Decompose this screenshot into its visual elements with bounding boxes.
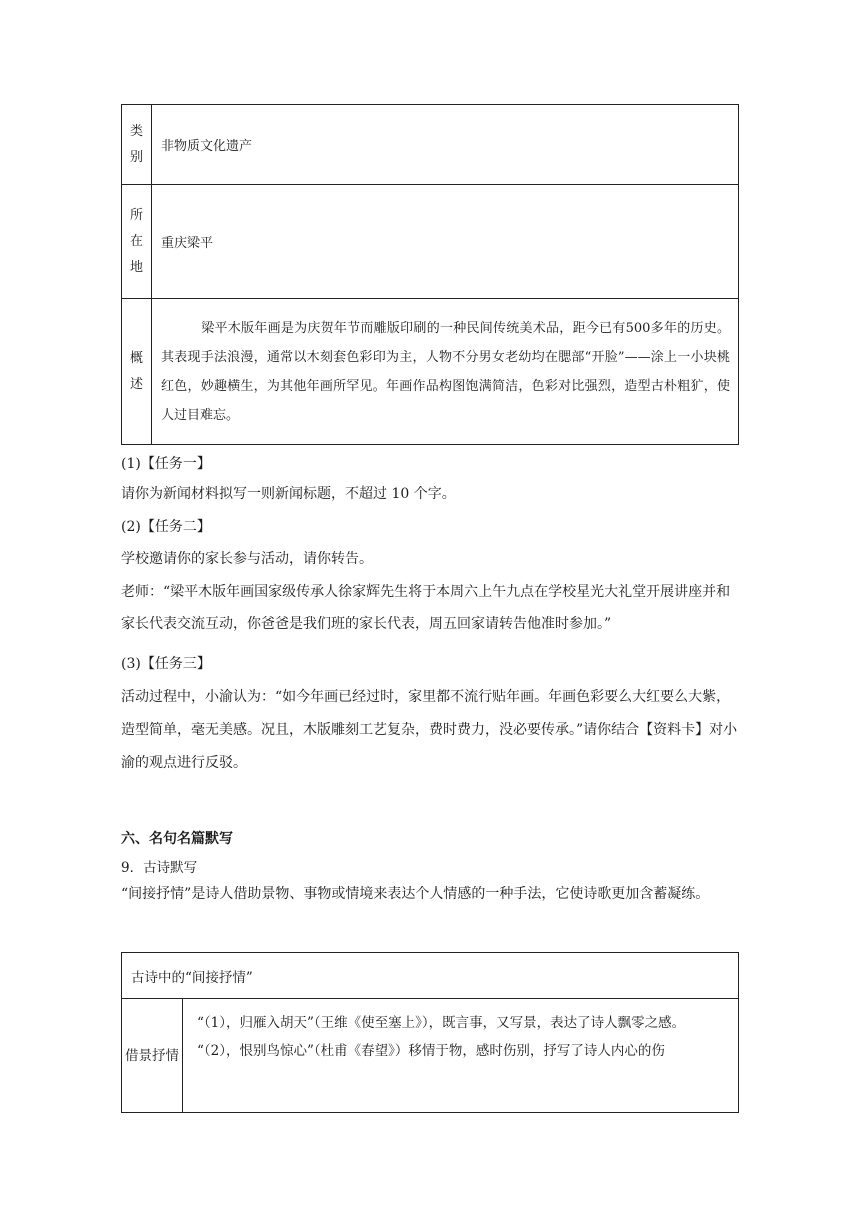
label-char: 类	[129, 123, 143, 139]
task2-body: 学校邀请你的家长参与活动，请你转告。	[121, 551, 373, 567]
poem-line-1: “（1），归雁入胡天”（王维《使至塞上》），既言事，又写景，表达了诗人飘零之感。	[197, 1015, 686, 1031]
row-label-summary	[122, 299, 152, 445]
table-row	[122, 299, 739, 445]
label-char: 述	[129, 376, 143, 392]
task1-heading: (1)【任务一】	[121, 456, 211, 472]
summary-cell	[152, 299, 739, 445]
label-char: 概	[129, 350, 143, 366]
poem-line-2: “（2），恨别鸟惊心”（杜甫《春望》）移情于物，感时伤别，抒写了诗人内心的伤	[197, 1043, 665, 1059]
question-intro: “间接抒情”是诗人借助景物、事物或情境来表达个人情感的一种手法，它使诗歌更加含蓄凝练。	[121, 886, 710, 902]
summary-text: 梁平木版年画是为庆贺年节而雕版印刷的一种民间传统美术品，距今已有500多年的历史。其表现手法浪漫，通常以木刻套色彩印为主，人物不分男女老幼均在腮部“开脸”——涂上一小块桃红色，妙趣横生，为其他年画所罕见。年画作品构图饱满简洁，色彩对比强烈，造型古朴粗犷，使人过目难忘。	[161, 320, 730, 423]
task3-body: 活动过程中，小渝认为：“如今年画已经过时，家里都不流行贴年画。年画色彩要么大红要么大紫，造型简单，毫无美感。况且，木版雕刻工艺复杂，费时费力，没必要传承。”请你结合【资料卡】对小渝的观点进行反驳。	[121, 689, 738, 771]
poem-table	[121, 952, 739, 1113]
poem-row-body	[183, 999, 739, 1113]
table-row	[122, 105, 739, 185]
table-row	[122, 185, 739, 299]
table-row	[122, 953, 739, 999]
poem-row-label: 借景抒情	[122, 999, 183, 1113]
label-char: 在	[129, 233, 143, 249]
section-title: 六、名句名篇默写	[121, 831, 233, 847]
category-value: 非物质文化遗产	[152, 105, 739, 185]
label-char: 别	[129, 149, 143, 165]
label-char: 所	[129, 207, 143, 223]
row-label-location	[122, 185, 152, 299]
resource-card-table	[121, 104, 739, 445]
table-row	[122, 999, 739, 1113]
task3-heading: (3)【任务三】	[121, 656, 211, 672]
row-label-category	[122, 105, 152, 185]
task2-teacher-quote: 老师：“梁平木版年画国家级传承人徐家辉先生将于本周六上午九点在学校星光大礼堂开展讲座并和家长代表交流互动，你爸爸是我们班的家长代表，周五回家请转告他准时参加。”	[121, 584, 731, 632]
task2-heading: (2)【任务二】	[121, 519, 211, 535]
location-value: 重庆梁平	[152, 185, 739, 299]
task1-body: 请你为新闻材料拟写一则新闻标题，不超过 10 个字。	[121, 486, 456, 502]
label-char: 地	[129, 259, 143, 275]
poem-table-header: 古诗中的“间接抒情”	[122, 953, 739, 999]
question-number: 9．古诗默写	[121, 860, 198, 876]
